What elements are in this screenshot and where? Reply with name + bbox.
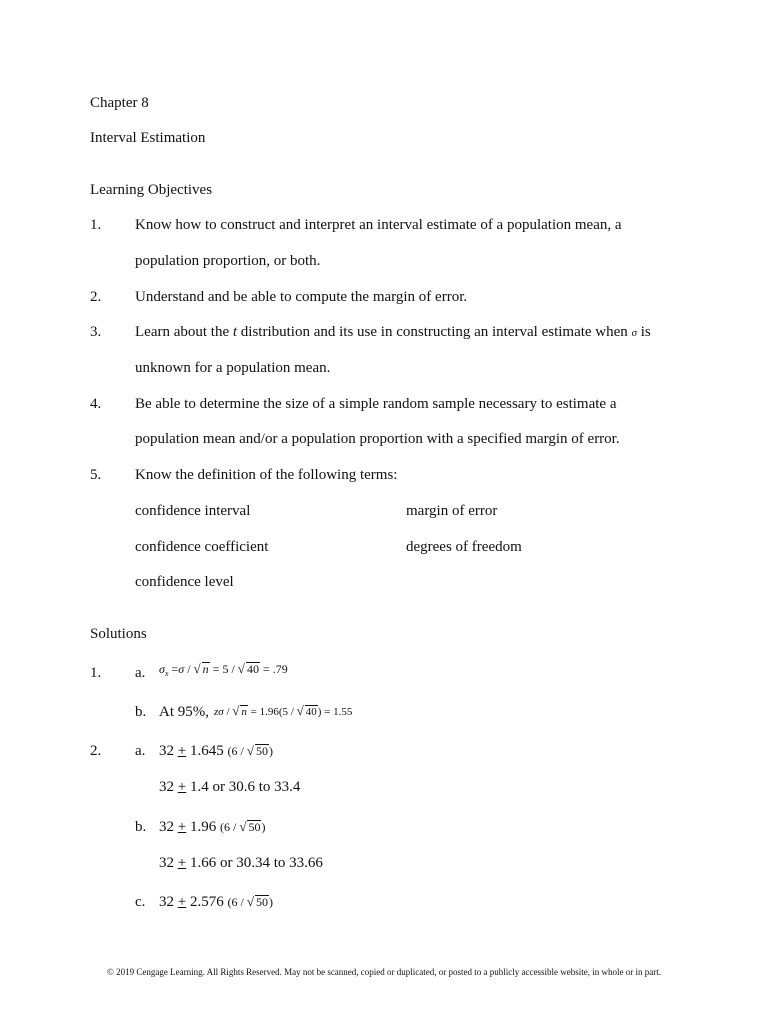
interval-expression: 32 + 2.576 (6 / √ 50) <box>159 894 273 910</box>
objective-text: Understand and be able to compute the margin of error. <box>135 289 468 305</box>
solution-number: 2. <box>90 743 102 759</box>
objective-number: 2. <box>90 289 102 305</box>
term: margin of error <box>406 503 498 519</box>
term: confidence interval <box>135 503 251 519</box>
part-label: b. <box>135 704 147 720</box>
term: confidence coefficient <box>135 539 269 555</box>
objective-text: population proportion, or both. <box>135 253 321 269</box>
interval-result: 32 + 1.4 or 30.6 to 33.4 <box>159 779 301 795</box>
objective-number: 1. <box>90 217 102 233</box>
copyright-footer: © 2019 Cengage Learning. All Rights Reserved. May not be scanned, copied or duplicated, or posted to a publicly accessible website, in whole or in part. <box>107 967 661 977</box>
objective-number: 3. <box>90 324 102 340</box>
chapter-label: Chapter 8 <box>90 95 149 111</box>
interval-result: 32 + 1.66 or 30.34 to 33.66 <box>159 855 323 871</box>
margin-of-error-formula: zσ / √ n = 1.96(5 / √ 40) = 1.55 <box>214 703 353 718</box>
objective-text: population mean and/or a population proportion with a specified margin of error. <box>135 431 620 447</box>
term: degrees of freedom <box>406 539 522 555</box>
learning-objectives-heading: Learning Objectives <box>90 182 213 198</box>
solution-text: At 95%, <box>159 704 209 720</box>
solution-number: 1. <box>90 665 102 681</box>
interval-expression: 32 + 1.645 (6 / √ 50) <box>159 743 273 759</box>
objective-text: Be able to determine the size of a simple random sample necessary to estimate a <box>135 396 617 412</box>
term: confidence level <box>135 574 234 590</box>
part-label: a. <box>135 665 146 681</box>
objective-number: 4. <box>90 396 102 412</box>
objective-number: 5. <box>90 467 102 483</box>
part-label: c. <box>135 894 146 910</box>
interval-expression: 32 + 1.96 (6 / √ 50) <box>159 819 266 835</box>
objective-text: unknown for a population mean. <box>135 360 331 376</box>
solutions-heading: Solutions <box>90 626 147 642</box>
objective-text: Know the definition of the following terms: <box>135 467 398 483</box>
part-label: b. <box>135 819 147 835</box>
part-label: a. <box>135 743 146 759</box>
sigma-symbol: σ <box>631 327 637 339</box>
standard-error-formula: $\sigma_x =\sigma$ / √ n = 5 / √ 40 = .79 <box>159 661 288 678</box>
objective-text: Learn about the t distribution and its use in constructing an interval estimate when σ is <box>135 324 651 340</box>
chapter-title: Interval Estimation <box>90 130 206 146</box>
objective-text: Know how to construct and interpret an interval estimate of a population mean, a <box>135 217 622 233</box>
